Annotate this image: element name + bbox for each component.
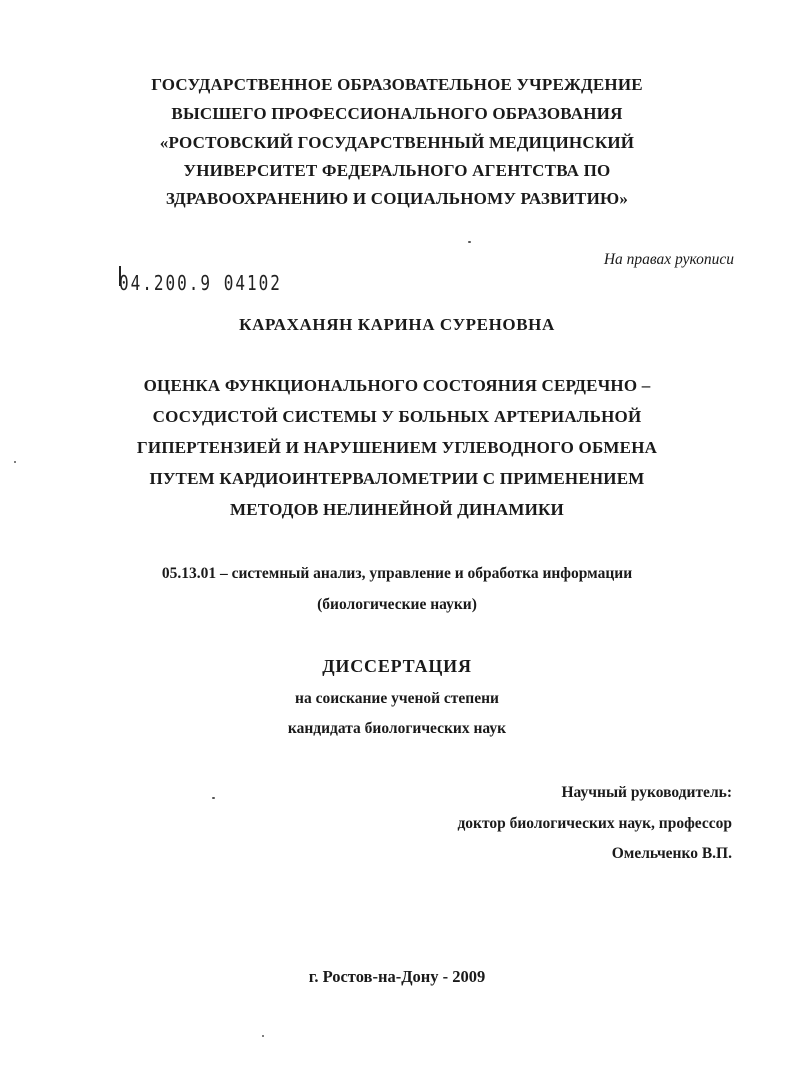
specialty-field: (биологические науки) — [317, 596, 477, 613]
supervisor-label: Научный руководитель: — [561, 784, 732, 801]
supervisor-degree: доктор биологических наук, профессор — [457, 815, 732, 832]
scan-speck — [14, 461, 16, 463]
registration-stamp: 04.200.9 04102 — [119, 271, 282, 295]
scan-speck — [262, 1035, 264, 1037]
scan-speck — [212, 797, 215, 799]
dissertation-degree-line-2: кандидата биологических наук — [287, 720, 507, 737]
scan-speck — [468, 241, 471, 243]
institution-line-5: ЗДРАВООХРАНЕНИЮ И СОЦИАЛЬНОМУ РАЗВИТИЮ» — [165, 189, 629, 208]
title-line-2: СОСУДИСТОЙ СИСТЕМЫ У БОЛЬНЫХ АРТЕРИАЛЬНОЙ — [152, 407, 642, 426]
institution-line-2: ВЫСШЕГО ПРОФЕССИОНАЛЬНОГО ОБРАЗОВАНИЯ — [171, 104, 623, 123]
title-line-3: ГИПЕРТЕНЗИЕЙ И НАРУШЕНИЕМ УГЛЕВОДНОГО ОБМЕНА — [136, 438, 658, 457]
institution-line-4: УНИВЕРСИТЕТ ФЕДЕРАЛЬНОГО АГЕНТСТВА ПО — [183, 161, 611, 180]
title-line-4: ПУТЕМ КАРДИОИНТЕРВАЛОМЕТРИИ С ПРИМЕНЕНИЕМ — [149, 469, 645, 488]
title-line-5: МЕТОДОВ НЕЛИНЕЙНОЙ ДИНАМИКИ — [230, 500, 564, 519]
manuscript-note: На правах рукописи — [603, 251, 734, 268]
place-and-year: г. Ростов-на-Дону - 2009 — [308, 967, 486, 986]
supervisor-name: Омельченко В.П. — [611, 845, 732, 862]
author-name: КАРАХАНЯН КАРИНА СУРЕНОВНА — [239, 315, 555, 334]
title-line-1: ОЦЕНКА ФУНКЦИОНАЛЬНОГО СОСТОЯНИЯ СЕРДЕЧНО – — [143, 376, 651, 395]
specialty-code: 05.13.01 – системный анализ, управление и обработка информации — [161, 565, 633, 582]
dissertation-heading: ДИССЕРТАЦИЯ — [322, 656, 472, 676]
dissertation-degree-line-1: на соискание ученой степени — [295, 690, 499, 707]
institution-line-1: ГОСУДАРСТВЕННОЕ ОБРАЗОВАТЕЛЬНОЕ УЧРЕЖДЕНИЕ — [151, 75, 643, 94]
institution-line-3: «РОСТОВСКИЙ ГОСУДАРСТВЕННЫЙ МЕДИЦИНСКИЙ — [159, 133, 635, 152]
